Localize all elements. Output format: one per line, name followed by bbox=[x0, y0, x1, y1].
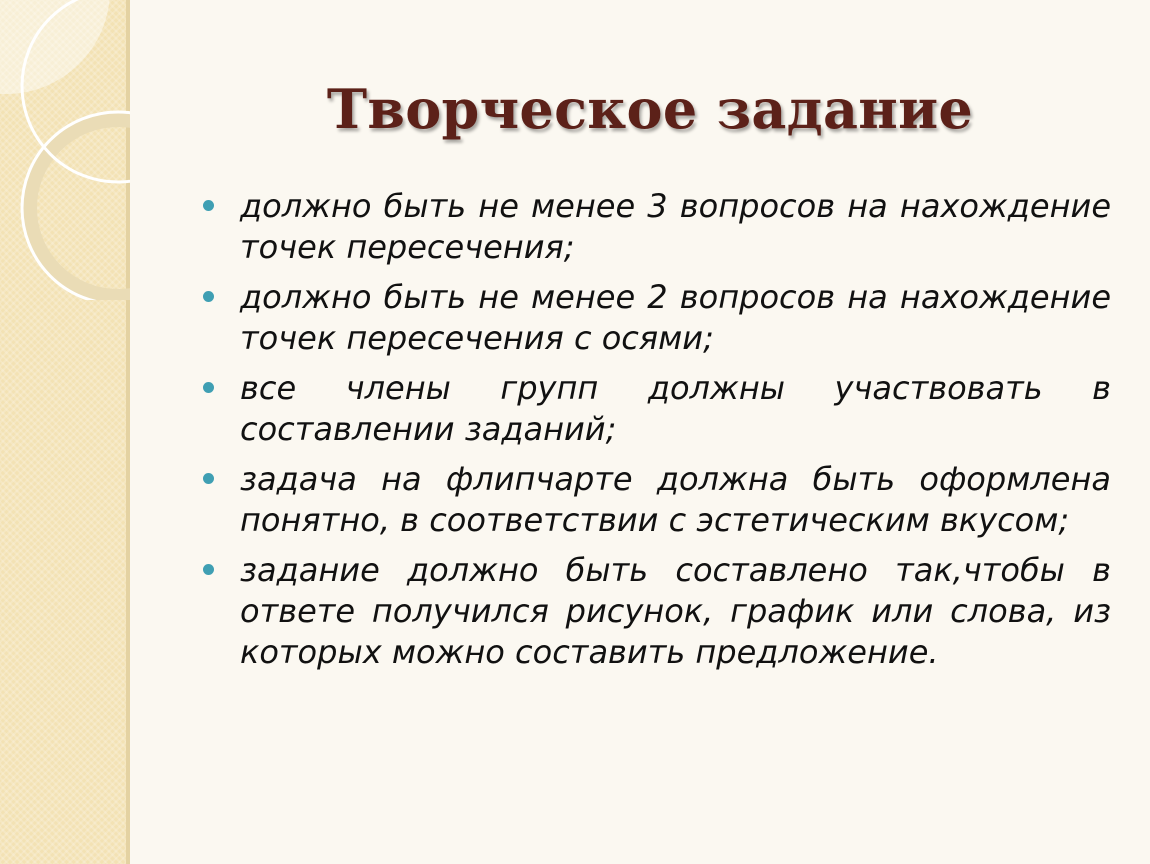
bullet-dot-icon bbox=[203, 291, 214, 302]
bullet-dot-icon bbox=[203, 473, 214, 484]
bullet-item bbox=[203, 368, 1122, 450]
bullet-text: все члены групп должны участвовать в составлении заданий; bbox=[240, 369, 1122, 448]
decorative-light-disc bbox=[0, 0, 110, 94]
bullet-text: задача на флипчарте должна быть оформлена понятно, в соответствии с эстетическим вкусом; bbox=[240, 460, 1122, 539]
bullet-item bbox=[203, 277, 1122, 359]
bullet-item bbox=[203, 186, 1122, 268]
bullet-list bbox=[203, 186, 1132, 682]
bullet-dot-icon bbox=[203, 564, 214, 575]
bullet-text: должно быть не менее 3 вопросов на нахождение точек пересечения; bbox=[240, 187, 1122, 266]
bullet-text: задание должно быть составлено так,чтобы в ответе получился рисунок, график или слова, из которых можно составить предложение. bbox=[240, 551, 1132, 671]
bullet-item bbox=[203, 459, 1122, 541]
bullet-text: должно быть не менее 2 вопросов на нахождение точек пересечения с осями; bbox=[240, 278, 1122, 357]
decorative-circles bbox=[0, 0, 130, 300]
bullet-dot-icon bbox=[203, 382, 214, 393]
bullet-item bbox=[203, 550, 1132, 673]
slide-title: Творческое задание bbox=[326, 77, 974, 141]
bullet-dot-icon bbox=[203, 200, 214, 211]
